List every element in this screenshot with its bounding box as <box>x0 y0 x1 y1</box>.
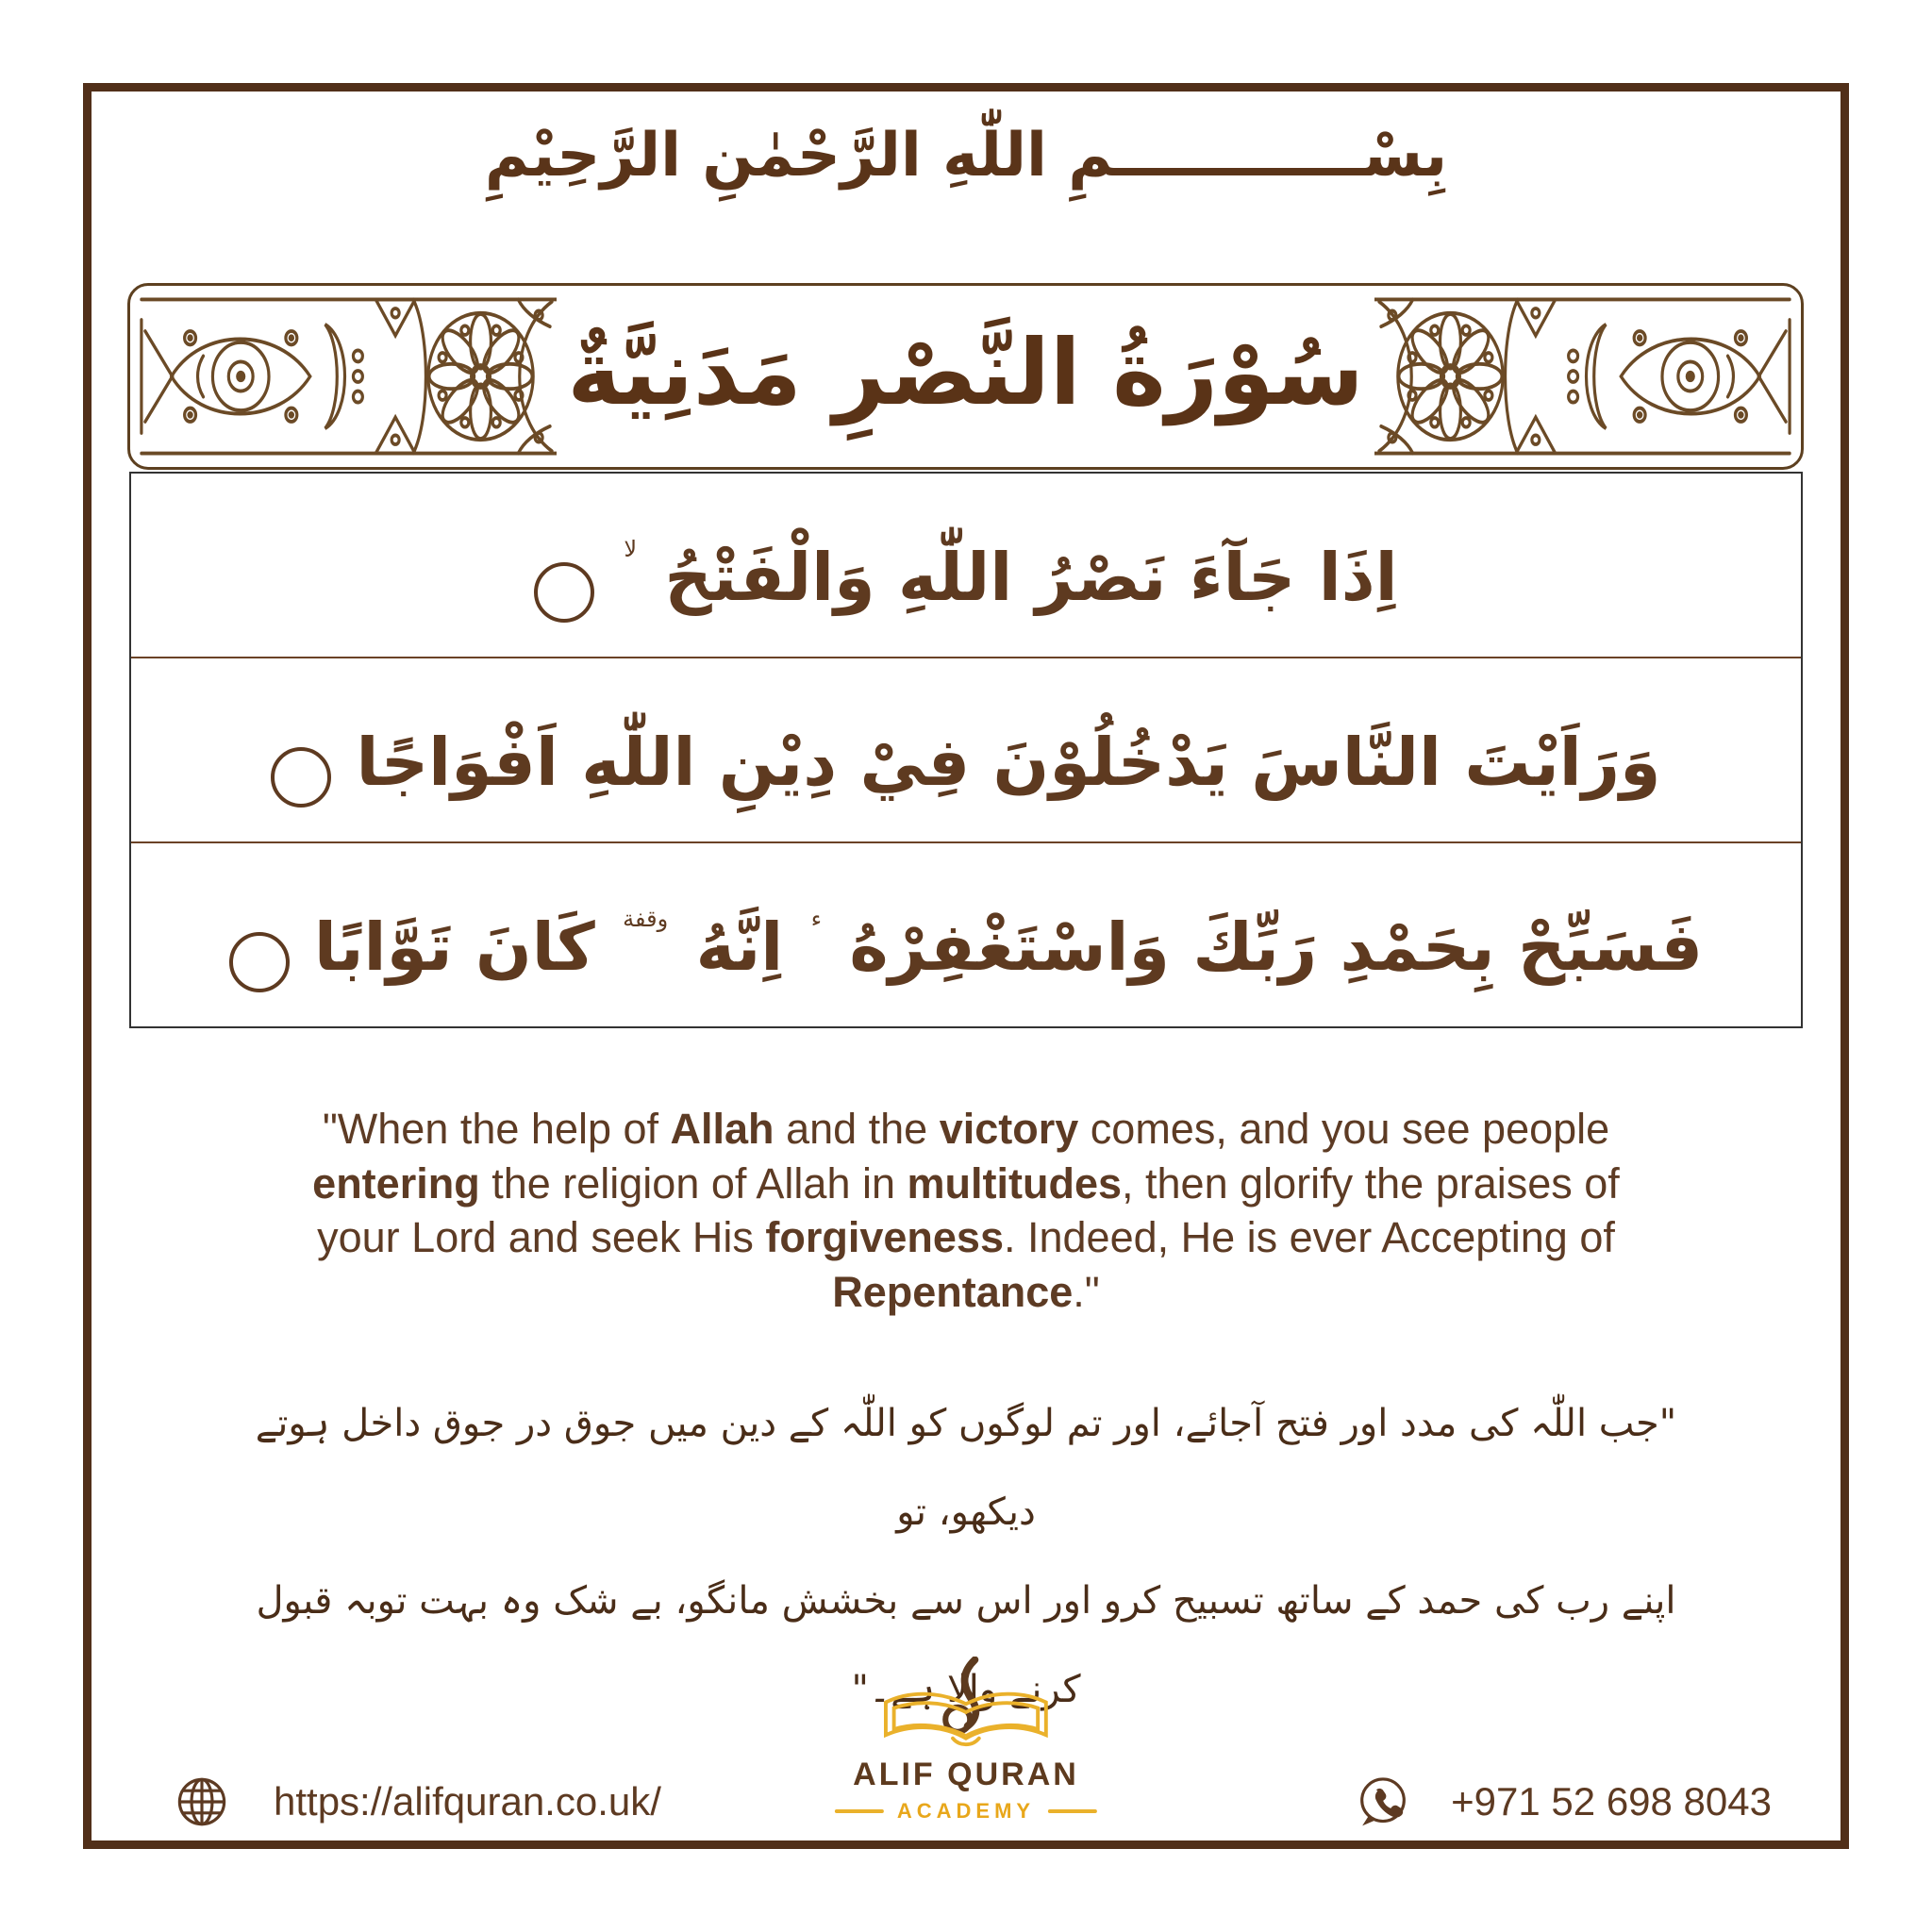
phone-number[interactable]: +971 52 698 8043 <box>1451 1779 1772 1824</box>
verse-3-text: فَسَبِّحْ بِحَمْدِ رَبِّكَ وَاسْتَغْفِرْهُ $^ء$ اِنَّهُ $^{وقفة}$ كَانَ تَوَّابًا <box>313 906 1704 986</box>
logo-name: ALIF QURAN <box>853 1757 1079 1792</box>
urdu-line-2: اپنے رب کی حمد کے ساتھ تسبیح کرو اور اس سے بخشش مانگو، بے شک وہ بہت توبہ قبول <box>256 1579 1676 1623</box>
banner-ornament-right-icon <box>1374 286 1801 467</box>
verse-2-text: وَرَاَيْتَ النَّاسَ يَدْخُلُوْنَ فِيْ دِيْنِ اللّٰهِ اَفْوَاجًا <box>356 724 1661 801</box>
verses-box <box>129 472 1803 1028</box>
verse-row-2 <box>131 657 1801 841</box>
ayah-end-circle <box>229 932 290 992</box>
ayah-end-circle <box>534 562 594 623</box>
surah-title-banner <box>127 283 1804 470</box>
verse-1-text: اِذَا جَآءَ نَصْرُ اللّٰهِ وَالْفَتْحُ $^{لا}$ <box>624 536 1398 616</box>
open-book-alif-icon <box>867 1657 1065 1755</box>
globe-icon <box>175 1775 228 1828</box>
website-link[interactable] <box>175 1775 661 1828</box>
website-url[interactable]: https://alifquran.co.uk/ <box>274 1779 661 1824</box>
phone-contact[interactable] <box>1357 1775 1772 1828</box>
urdu-line-3: کرنے والا ہے۔" <box>851 1668 1081 1711</box>
english-translation: "When the help of Allah and the victory comes, and you see people entering the religion of Allah in multitudes, then glorify the praises of your Lord and seek His forgiveness. Indeed, He is ever Accepting of Repentance." <box>312 1105 1620 1316</box>
verse-row-1 <box>131 474 1801 657</box>
surah-title: سُوْرَةُ النَّصْرِ مَدَنِيَّةٌ <box>567 320 1364 425</box>
bismillah-calligraphy: بِسْــــــــــــمِ اللّٰهِ الرَّحْمٰنِ الرَّحِيْمِ <box>484 121 1448 191</box>
banner-ornament-left-icon <box>130 286 557 467</box>
logo-academy-label: ACADEMY <box>896 1799 1036 1823</box>
ayah-end-circle <box>271 747 331 808</box>
logo-academy-row <box>835 1799 1097 1824</box>
verse-row-3 <box>131 841 1801 1026</box>
logo-dash-right <box>1048 1809 1097 1813</box>
whatsapp-phone-icon <box>1357 1775 1409 1828</box>
alif-quran-academy-logo <box>835 1657 1097 1824</box>
urdu-line-1: "جب اللّٰہ کی مدد اور فتح آجائے، اور تم لوگوں کو اللّٰہ کے دین میں جوق در جوق داخل ہوتے دیکھو، تو <box>255 1402 1677 1534</box>
logo-dash-left <box>835 1809 884 1813</box>
